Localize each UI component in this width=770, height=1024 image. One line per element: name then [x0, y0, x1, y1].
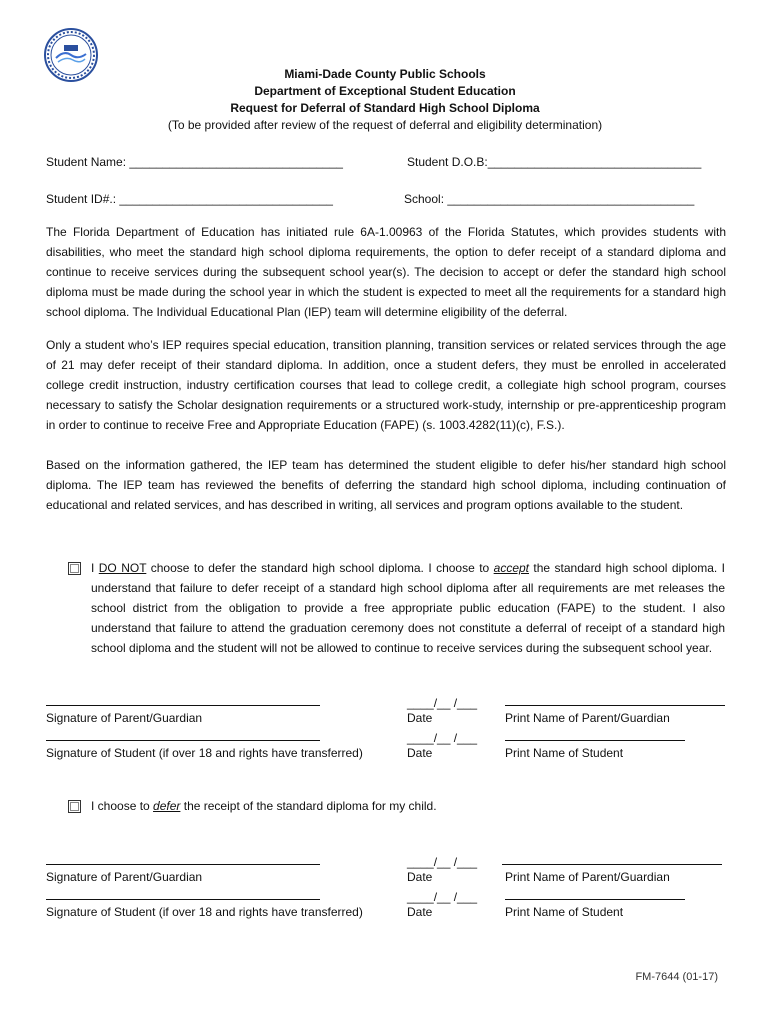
header-subtitle: (To be provided after review of the request of deferral and eligibility determination)	[167, 118, 603, 132]
option-accept-pre: I	[91, 561, 99, 575]
option-defer-pre: I choose to	[91, 799, 154, 813]
signature-line-parent-2[interactable]	[46, 864, 320, 865]
paragraph-eligibility: Only a student who’s IEP requires special education, transition planning, transition services or related services through the age of 21 may defer receipt of their standard diploma. In addition, once a student defers, they must be enrolled in accelerated college credit instruction, industry certification courses that lead to college credit, a collegiate high school program, courses necessary to satisfy the Scholar designation requirements or a structured work-study, internship or pre-apprenticeship program in order to continue to receive Free and Appropriate Education (FAPE) (s. 1003.4282(11)(c), F.S.).	[46, 338, 726, 432]
header-department: Department of Exceptional Student Education	[254, 84, 516, 98]
signature-line-student-1[interactable]	[46, 740, 320, 741]
date-blank-student-1[interactable]: ____/__ /___	[407, 731, 478, 745]
signature-line-parent-1[interactable]	[46, 705, 320, 706]
option-defer-text	[91, 796, 437, 816]
print-line-student-2[interactable]	[505, 899, 685, 900]
paragraph-rule: The Florida Department of Education has initiated rule 6A-1.00963 of the Florida Statutes, which provides students with disabilities, who meet the standard high school diploma requirements, the option to defer receipt of a standard diploma and continue to receive services during the subsequent school year(s). The decision to accept or defer the standard high school diploma must be made during the school year in which the student is expected to meet all the requirements for a standard high school diploma. The Individual Educational Plan (IEP) team will determine eligibility of the deferral.	[46, 225, 726, 319]
signature-parent-label-1: Signature of Parent/Guardian	[46, 711, 203, 725]
student-name-field[interactable]: Student Name: ________________________________	[46, 155, 343, 169]
form-number: FM-7644 (01-17)	[635, 971, 718, 983]
student-id-field[interactable]: Student ID#.: ________________________________	[46, 192, 333, 206]
option-accept-do-not: DO NOT	[98, 561, 147, 575]
date-label-parent-2: Date	[407, 870, 433, 884]
print-line-parent-2[interactable]	[502, 864, 722, 865]
signature-parent-label-2: Signature of Parent/Guardian	[46, 870, 203, 884]
print-parent-label-1: Print Name of Parent/Guardian	[505, 711, 670, 725]
date-label-parent-1: Date	[407, 711, 433, 725]
print-line-student-1[interactable]	[505, 740, 685, 741]
signature-student-label-2: Signature of Student (if over 18 and rights have transferred)	[46, 905, 363, 919]
paragraph-team-determination: Based on the information gathered, the IEP team has determined the student eligible to defer his/her standard high school diploma. The IEP team has reviewed the benefits of deferring the standard high school diploma, including continuation of educational and related services, and has described in writing, all services and program options available to the student.	[46, 458, 726, 512]
date-blank-parent-2[interactable]: ____/__ /___	[407, 855, 478, 869]
defer-diploma-checkbox[interactable]	[68, 800, 81, 813]
accept-diploma-checkbox[interactable]	[68, 562, 81, 575]
school-field[interactable]: School: _____________________________________	[404, 192, 695, 206]
option-accept-text	[91, 558, 725, 658]
date-blank-parent-1[interactable]: ____/__ /___	[407, 696, 478, 710]
option-accept-post: the standard high school diploma. I understand that failure to defer receipt of a standard high school diploma after all requirements are met releases the school district from the obligation to provide a free appropriate public education (FAPE) to the student. I also understand that failure to attend the graduation ceremony does not constitute a deferral of receipt of a standard high school diploma and the student will not be allowed to continue to receive services during the subsequent school year.	[91, 561, 726, 655]
option-defer-post: the receipt of the standard diploma for my child.	[180, 799, 437, 813]
print-parent-label-2: Print Name of Parent/Guardian	[505, 870, 670, 884]
date-blank-student-2[interactable]: ____/__ /___	[407, 890, 478, 904]
header-district: Miami-Dade County Public Schools	[284, 67, 486, 81]
header-title: Request for Deferral of Standard High School Diploma	[230, 101, 540, 115]
option-accept-emphasis: accept	[493, 561, 529, 575]
option-defer-emphasis: defer	[153, 799, 181, 813]
print-line-parent-1[interactable]	[505, 705, 725, 706]
signature-student-label-1: Signature of Student (if over 18 and rights have transferred)	[46, 746, 363, 760]
signature-line-student-2[interactable]	[46, 899, 320, 900]
date-label-student-1: Date	[407, 746, 433, 760]
print-student-label-2: Print Name of Student	[505, 905, 624, 919]
date-label-student-2: Date	[407, 905, 433, 919]
print-student-label-1: Print Name of Student	[505, 746, 624, 760]
option-accept-mid: choose to defer the standard high school diploma. I choose to	[146, 561, 494, 575]
student-dob-field[interactable]: Student D.O.B:________________________________	[407, 155, 702, 169]
